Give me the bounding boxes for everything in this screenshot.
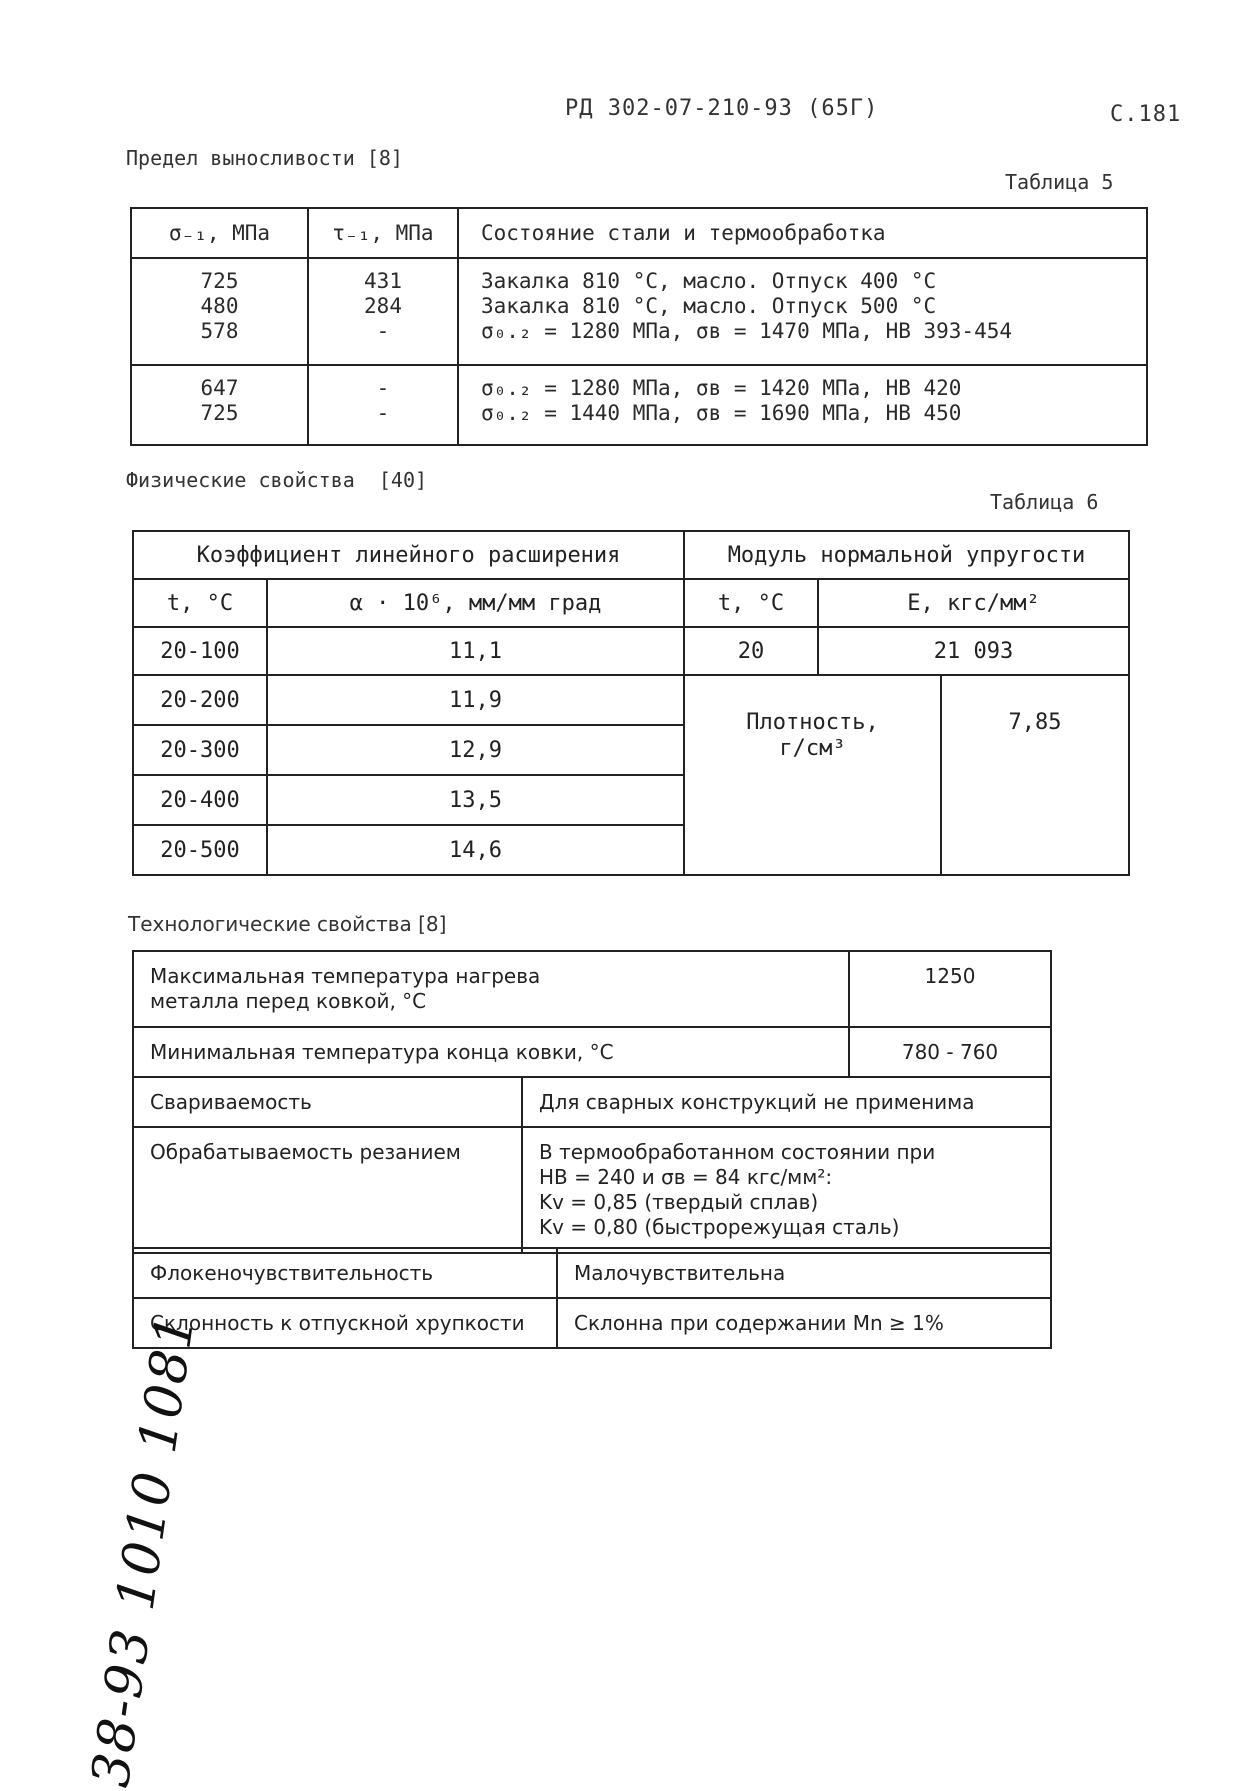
table6-label: Таблица 6 [990, 490, 1099, 514]
state-value: σ₀.₂ = 1280 МПа, σв = 1420 МПа, НВ 420 [481, 376, 962, 400]
col-t-header: t, °С [133, 579, 267, 627]
endurance-group-1 [131, 258, 1147, 365]
endurance-group-2 [131, 365, 1147, 445]
table-row [133, 627, 1129, 675]
table-row [133, 675, 1129, 725]
sigma-value: 480 [200, 294, 239, 318]
col-tau-header: τ₋₁, МПа [308, 208, 458, 258]
forging-min-label: Минимальная температура конца ковки, °С [133, 1027, 849, 1077]
alpha-value: 12,9 [267, 725, 684, 775]
flake-label: Флокеночувствительность [133, 1248, 557, 1298]
technological-title: Технологические свойства [8] [128, 912, 447, 936]
density-label: Плотность, г/см³ [685, 676, 942, 874]
t-value: 20-100 [133, 627, 267, 675]
machinability-label: Обрабатываемость резанием [133, 1127, 522, 1253]
weldability-value: Для сварных конструкций не применима [522, 1077, 1051, 1127]
density-value: 7,85 [1008, 710, 1062, 735]
handwritten-signature: 38-93 1010 1081 [80, 1309, 207, 1791]
col-alpha-header: α · 10⁶, мм/мм град [267, 579, 684, 627]
document-code: РД 302-07-210-93 (65Г) [565, 96, 879, 121]
temper-label: Склонность к отпускной хрупкости [133, 1298, 557, 1348]
state-value: σ₀.₂ = 1440 МПа, σв = 1690 МПа, НВ 450 [481, 401, 962, 425]
t-value: 20-500 [133, 825, 267, 875]
forging-max-value: 1250 [849, 951, 1051, 1027]
page-number: С.181 [1110, 102, 1182, 127]
t-value: 20-400 [133, 775, 267, 825]
physical-table [132, 530, 1130, 876]
technological-table [132, 950, 1052, 1254]
tau-value: - [376, 376, 390, 400]
alpha-value: 11,1 [267, 627, 684, 675]
technological-table-lower [132, 1247, 1052, 1349]
temper-value: Склонна при содержании Mn ≥ 1% [557, 1298, 1051, 1348]
tau-value: - [376, 319, 390, 343]
col-e-header: Е, кгс/мм² [818, 579, 1129, 627]
t-value: 20-200 [133, 675, 267, 725]
machinability-value: В термообработанном состоянии при НВ = 240 и σв = 84 кгс/мм²: Kv = 0,85 (твердый сплав) Kv = 0,80 (быстрорежущая сталь) [522, 1127, 1051, 1253]
col-state-header: Состояние стали и термообработка [458, 208, 1147, 258]
alpha-value: 14,6 [267, 825, 684, 875]
tau-value: 284 [364, 294, 402, 318]
physical-title: Физические свойства [40] [126, 468, 428, 492]
expansion-header: Коэффициент линейного расширения [133, 531, 684, 579]
sigma-value: 578 [200, 319, 239, 343]
endurance-table [130, 207, 1148, 446]
forging-max-label: Максимальная температура нагрева металла перед ковкой, °С [133, 951, 849, 1027]
state-value: Закалка 810 °С, масло. Отпуск 400 °С [481, 269, 937, 293]
col-t2-header: t, °С [684, 579, 818, 627]
sigma-value: 725 [200, 401, 239, 425]
table5-label: Таблица 5 [1005, 170, 1114, 194]
state-value: σ₀.₂ = 1280 МПа, σв = 1470 МПа, НВ 393-454 [481, 319, 1013, 343]
modulus-e-value: 21 093 [818, 627, 1129, 675]
t-value: 20-300 [133, 725, 267, 775]
flake-value: Малочувствительна [557, 1248, 1051, 1298]
state-value: Закалка 810 °С, масло. Отпуск 500 °С [481, 294, 937, 318]
sigma-value: 725 [200, 269, 239, 293]
tau-value: 431 [364, 269, 402, 293]
col-sigma-header: σ₋₁, МПа [131, 208, 308, 258]
modulus-t-value: 20 [684, 627, 818, 675]
endurance-title: Предел выносливости [8] [126, 146, 403, 170]
weldability-label: Свариваемость [133, 1077, 522, 1127]
sigma-value: 647 [200, 376, 239, 400]
forging-min-value: 780 - 760 [849, 1027, 1051, 1077]
alpha-value: 11,9 [267, 675, 684, 725]
tau-value: - [376, 401, 390, 425]
alpha-value: 13,5 [267, 775, 684, 825]
modulus-header: Модуль нормальной упругости [684, 531, 1129, 579]
